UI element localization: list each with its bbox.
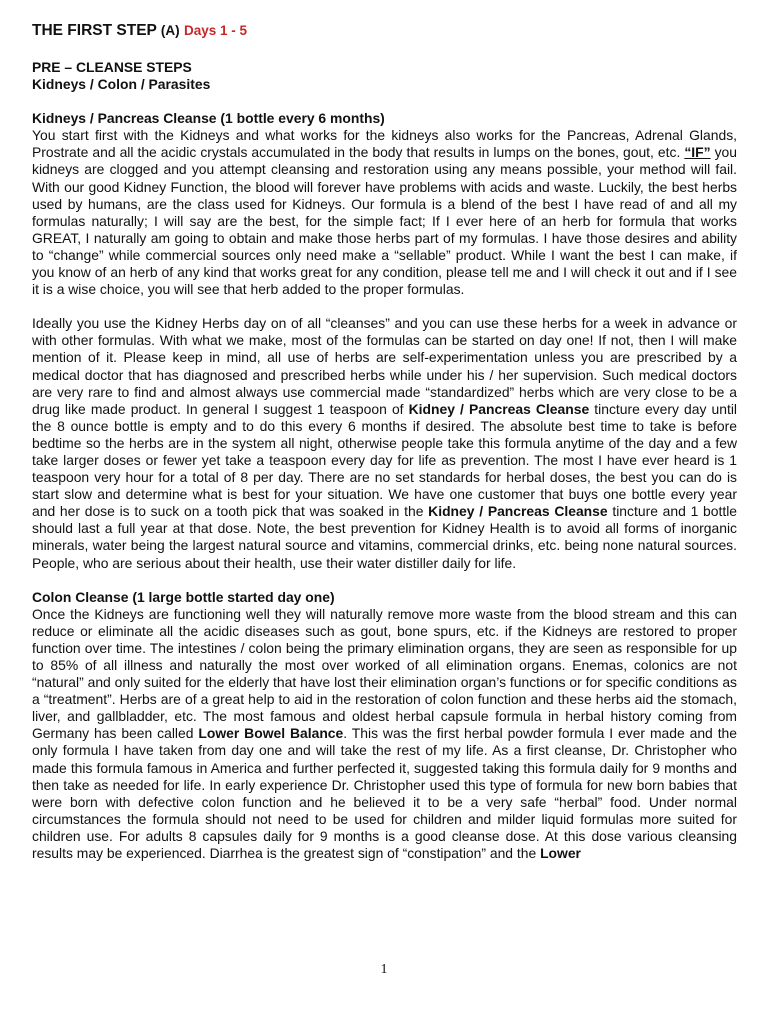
kidney-paragraph-1: You start first with the Kidneys and what works for the kidneys also works for the Pancreas, Adrenal Glands, Prostrate and all the acidic crystals accumulated in the body that results in lumps on the bones, gout, etc. “IF” you kidneys are clogged and you attempt cleansing and restoration using any means possible, your method will fail. With our good Kidney Function, the blood will forever have problems with acids and waste. Luckily, the best herbs used by humans, are the class used for Kidneys. Our formula is a blend of the best I have read of and all my formulas naturally; I will say are the best, for the simple fact; If I ever here of an herb for formula that works GREAT, I naturally am going to obtain and make those herbs part of my formulas. I have those desires and ability to “change” while commercial sources only need make a “sellable” product. While I want the best I can make, if you know of an herb of any kind that works great for any condition, please tell me and I will check it out and if I see it is a wise choice, you will see that herb added to the proper formulas. [32, 127, 737, 298]
colon-section-heading: Colon Cleanse (1 large bottle started day one) [32, 588, 335, 605]
if-emphasis: “IF” [684, 144, 711, 161]
colon-paragraph-1: Once the Kidneys are functioning well they will naturally remove more waste from the blood stream and this can reduce or eliminate all the acidic diseases such as gout, bone spurs, etc. if the Kidneys are restored to proper function over time. The intestines / colon being the primary elimination organs, they are seen as responsible for up to 85% of all illness and naturally the most over worked of all elimination organs. Enemas, colonics are not “natural” and only suited for the elderly that have lost their elimination organ’s functions or for specific conditions as a “treatment”. Herbs are of a great help to aid in the restoration of colon function and these herbs aid the stomach, liver, and gallbladder, etc. The most famous and oldest herbal capsule formula in herbal history coming from Germany has been called Lower Bowel Balance. This was the first herbal powder formula I ever made and the only formula I have taken from day one and will take the rest of my life. As a first cleanse, Dr. Christopher who made this formula famous in America and further perfected it, suggested taking this formula daily for 9 months and then take as needed for life. In early experience Dr. Christopher used this type of formula for new born babies that were born with defective colon function and he believed it to be a very safe “herbal” food. Under normal circumstances the formula should not need to be used for children and milder liquid formulas more suited for children use. For adults 8 capsules daily for 9 months is a good cleanse dose. At this dose various cleansing results may be experienced. Diarrhea is the greatest sign of “constipation” and the Lower [32, 605, 738, 862]
pre-cleanse-subheading: Kidneys / Colon / Parasites [32, 76, 211, 93]
kidney-product-name: Kidney / Pancreas Cleanse [408, 400, 590, 417]
pre-cleanse-heading: PRE – CLEANSE STEPS [32, 59, 192, 75]
kidney-product-name: Kidney / Pancreas Cleanse [428, 503, 608, 520]
title-days: Days 1 - 5 [183, 23, 248, 38]
colon-product-name: Lower Bowel Balance [198, 725, 344, 742]
page-title [32, 20, 737, 42]
colon-product-name-continued: Lower [540, 845, 581, 862]
title-sub: (A) [160, 23, 180, 38]
kidney-paragraph-2: Ideally you use the Kidney Herbs day on of all “cleanses” and you can use these herbs for a week in advance or with other formulas. With what we make, most of the formulas can be started on day one! If not, then I will make mention of it. Please keep in mind, all use of herbs are self-experimentation unless you are prescribed by a medical doctor that has diagnosed and prescribed herbs while under his / her supervision. Such medical doctors are very rare to find and almost always use commercial made “standardized” herbs which are very close to be a drug like made product. In general I suggest 1 teaspoon of Kidney / Pancreas Cleanse tincture every day until the 8 ounce bottle is empty and to do this every 6 months if desired. The absolute best time to take is before bedtime so the herbs are in the system all night, otherwise people take this formula anytime of the day and a few take larger doses or fewer yet take a teaspoon every day for life as prevention. The most I have ever heard is 1 teaspoon very hour for a total of 8 per day. There are no set standards for herbal doses, the best you can do is start slow and determine what is best for your situation. We have one customer that buys one bottle every year and her dose is to suck on a tooth pick that was soaked in the Kidney / Pancreas Cleanse tincture and 1 bottle should last a full year at that dose. Note, the best prevention for Kidney Health is to avoid all forms of inorganic minerals, water being the largest natural source and vitamins, commercial drinks, etc. being none natural sources. People, who are serious about their health, use their water distiller daily for life. [32, 315, 738, 571]
kidney-section-heading: Kidneys / Pancreas Cleanse (1 bottle every 6 months) [32, 110, 385, 127]
document-page [32, 20, 737, 862]
title-main: THE FIRST STEP [32, 22, 157, 39]
page-number: 1 [380, 962, 388, 977]
